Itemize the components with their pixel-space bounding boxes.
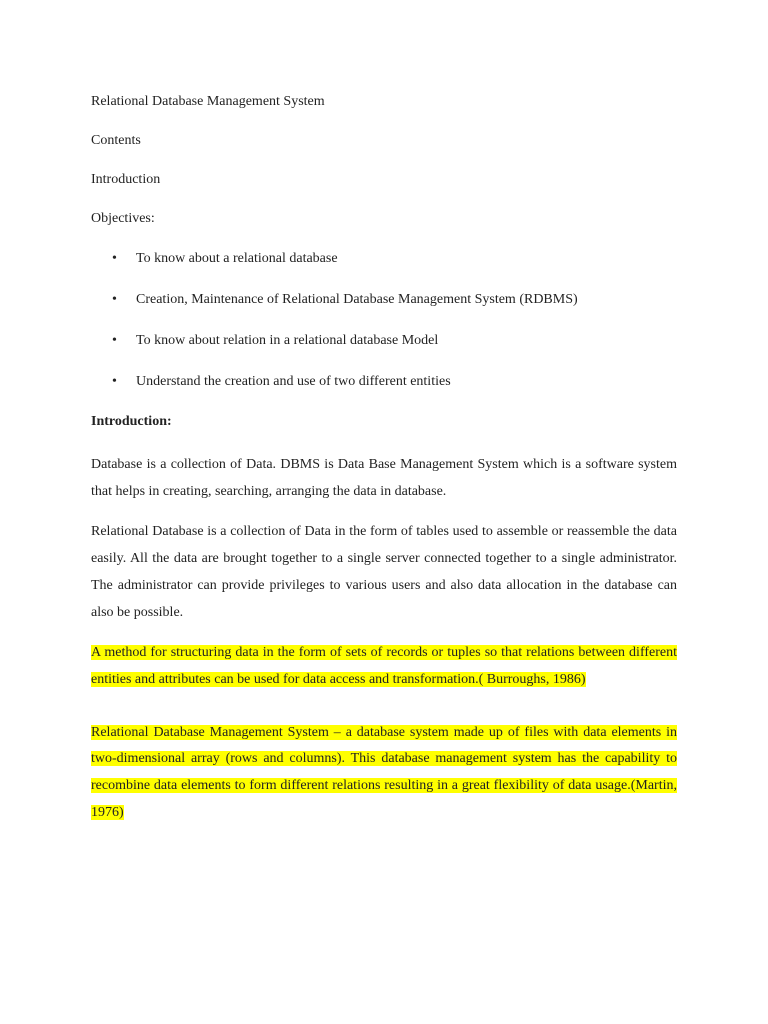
objective-text: To know about a relational database — [136, 251, 338, 266]
body-paragraph: Database is a collection of Data. DBMS is Data Base Management System which is a software system that helps in creating, searching, arranging the data in database. — [91, 457, 677, 499]
introduction-heading: Introduction: — [91, 414, 172, 429]
objectives-list — [91, 249, 677, 392]
contents-label: Contents — [91, 133, 141, 148]
highlighted-paragraph — [91, 640, 677, 693]
objective-text: Creation, Maintenance of Relational Database Management System (RDBMS) — [136, 292, 578, 307]
body-paragraph: Relational Database is a collection of Data in the form of tables used to assemble or reassemble the data easily. All the data are brought together to a single server connected together to a single administrator. The administrator can provide privileges to various users and also data allocation in the database can also be possible. — [91, 524, 677, 620]
objective-item — [91, 290, 677, 310]
bullet-icon: • — [112, 333, 117, 348]
bullet-icon: • — [112, 374, 117, 389]
objective-item — [91, 331, 677, 351]
document-title: Relational Database Management System — [91, 94, 325, 109]
objective-text: To know about relation in a relational database Model — [136, 333, 439, 348]
objective-item — [91, 249, 677, 269]
objective-item — [91, 372, 677, 392]
highlighted-text: A method for structuring data in the form of sets of records or tuples so that relations between different entities and attributes can be used for data access and transformation.( Burroughs, 1986) — [91, 645, 677, 687]
objectives-label: Objectives: — [91, 211, 155, 226]
document-page — [91, 92, 677, 826]
introduction-toc-label: Introduction — [91, 172, 161, 187]
highlighted-text: Relational Database Management System – a database system made up of files with data elements in two-dimensional array (rows and columns). This database management system has the capability to recombine data elements to form different relations resulting in a great flexibility of data usage.(Martin, 1976) — [91, 724, 677, 820]
highlighted-paragraph — [91, 720, 677, 827]
bullet-icon: • — [112, 292, 117, 307]
objective-text: Understand the creation and use of two different entities — [136, 374, 451, 389]
bullet-icon: • — [112, 251, 117, 266]
